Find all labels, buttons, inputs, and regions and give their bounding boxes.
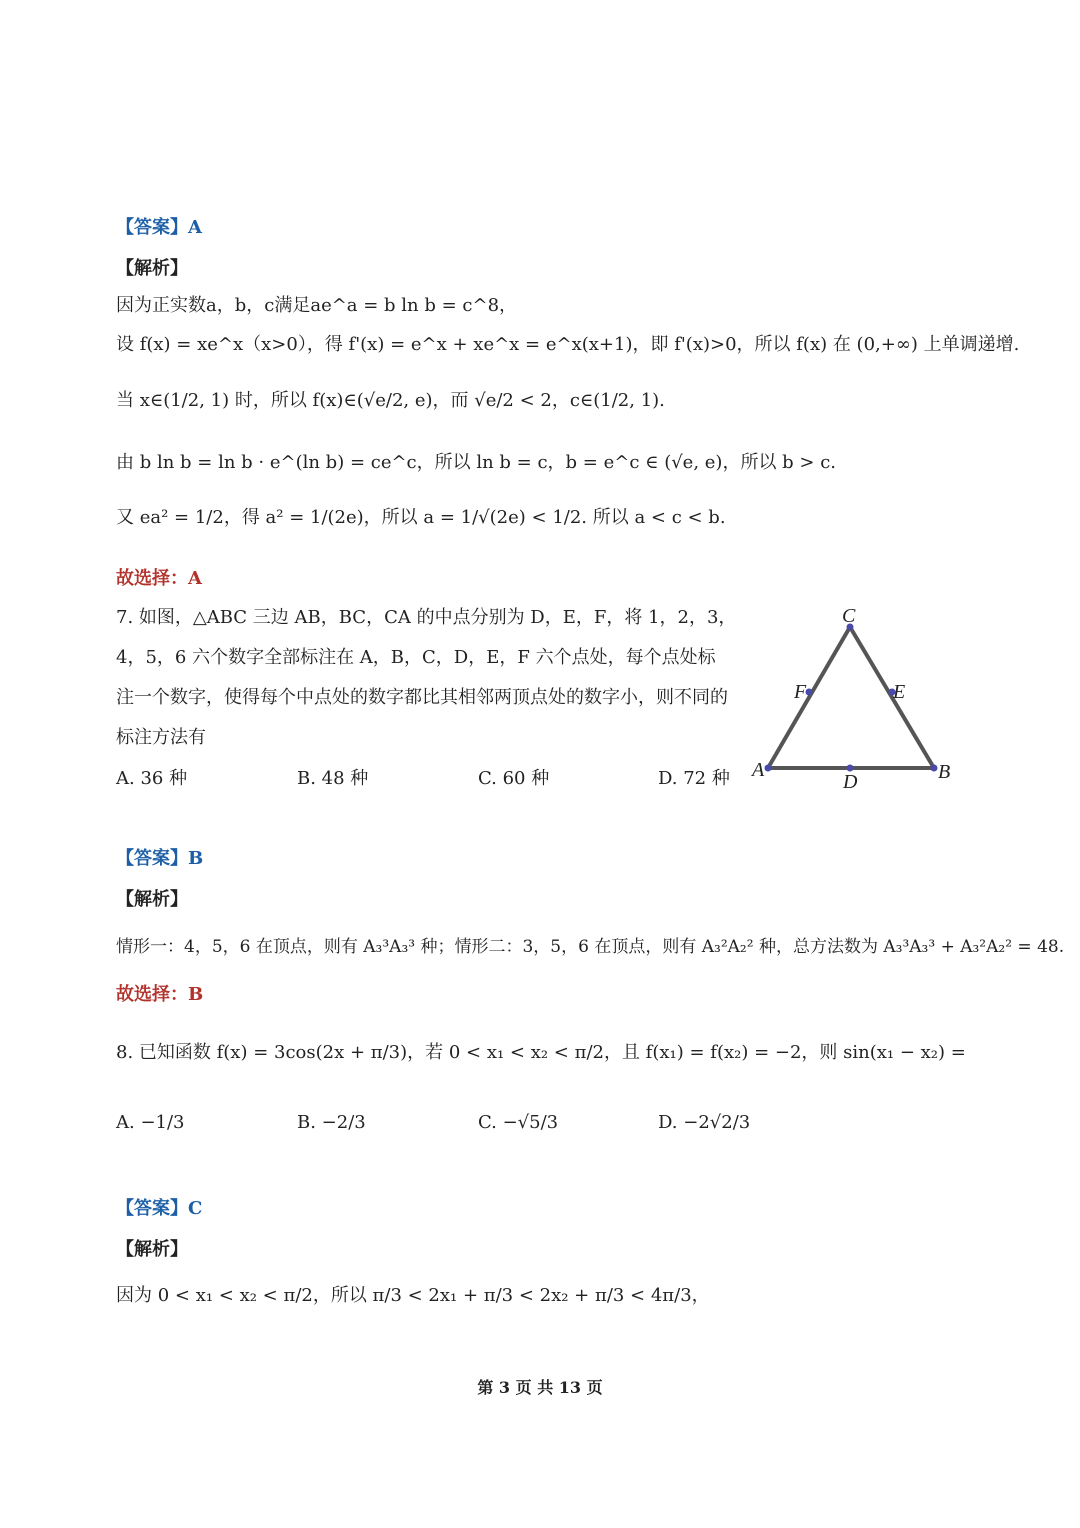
q6-analysis-line-2: 设 f(x) = xe^x（x>0），得 f'(x) = e^x + xe^x = e^x(x+1)，即 f'(x)>0，所以 f(x) 在 (0,+∞) 上单调递增.: [116, 334, 1020, 355]
triangle-figure: [740, 600, 970, 800]
q7-question-line-4: 标注方法有: [116, 727, 206, 748]
label-d: D: [843, 771, 858, 793]
q7-option-c: C. 60 种: [478, 768, 550, 789]
q8-option-b: B. −2/3: [297, 1112, 366, 1133]
q6-answer: 【答案】A: [116, 217, 202, 238]
q6-analysis-line-1: 因为正实数a，b，c满足ae^a = b ln b = c^8，: [116, 295, 518, 316]
q8-question: 8. 已知函数 f(x) = 3cos(2x + π/3)，若 0 < x₁ < x₂ < π/2，且 f(x₁) = f(x₂) = −2，则 sin(x₁ − x₂) =: [116, 1042, 966, 1063]
page-footer: 第 3 页 共 13 页: [477, 1378, 603, 1397]
q7-question-line-1: 7. 如图，△ABC 三边 AB，BC，CA 的中点分别为 D，E，F，将 1，2，3，: [116, 607, 737, 628]
label-f: F: [794, 681, 807, 703]
label-c: C: [842, 605, 856, 627]
q6-choice: 故选择：A: [116, 568, 202, 589]
q8-option-d: D. −2√2/3: [658, 1112, 751, 1133]
q7-option-d: D. 72 种: [658, 768, 730, 789]
q7-answer: 【答案】B: [116, 848, 204, 869]
side-ca: [768, 627, 850, 768]
q7-analysis: 情形一：4，5，6 在顶点，则有 A₃³A₃³ 种；情形二：3，5，6 在顶点，则有 A₃²A₂² 种，总方法数为 A₃³A₃³ + A₃²A₂² = 48.: [116, 937, 1065, 957]
q6-analysis-line-4: 由 b ln b = ln b · e^(ln b) = ce^c，所以 ln b = c，b = e^c ∈ (√e, e)，所以 b > c.: [116, 452, 837, 473]
q7-analysis-label: 【解析】: [116, 889, 188, 910]
q6-analysis-line-3: 当 x∈(1/2, 1) 时，所以 f(x)∈(√e/2, e)，而 √e/2 < 2，c∈(1/2, 1).: [116, 390, 665, 411]
label-a: A: [752, 759, 765, 781]
side-bc: [850, 627, 934, 768]
q7-question-line-2: 4，5，6 六个数字全部标注在 A，B，C，D，E，F 六个点处，每个点处标: [116, 647, 716, 668]
label-b: B: [938, 761, 951, 783]
q7-question-line-3: 注一个数字，使得每个中点处的数字都比其相邻两顶点处的数字小，则不同的: [116, 687, 728, 708]
q8-analysis: 因为 0 < x₁ < x₂ < π/2，所以 π/3 < 2x₁ + π/3 < 2x₂ + π/3 < 4π/3，: [116, 1285, 710, 1306]
q8-analysis-label: 【解析】: [116, 1239, 188, 1260]
q8-answer: 【答案】C: [116, 1198, 203, 1219]
q7-choice: 故选择：B: [116, 984, 204, 1005]
point-a: [765, 765, 772, 772]
point-f: [806, 689, 813, 696]
label-e: E: [893, 681, 906, 703]
q6-analysis-line-5: 又 ea² = 1/2，得 a² = 1/(2e)，所以 a = 1/√(2e) < 1/2. 所以 a < c < b.: [116, 507, 726, 528]
q8-option-a: A. −1/3: [116, 1112, 185, 1133]
q6-analysis-label: 【解析】: [116, 258, 188, 279]
q7-option-a: A. 36 种: [116, 768, 188, 789]
point-b: [931, 765, 938, 772]
q8-option-c: C. −√5/3: [478, 1112, 559, 1133]
q7-option-b: B. 48 种: [297, 768, 369, 789]
